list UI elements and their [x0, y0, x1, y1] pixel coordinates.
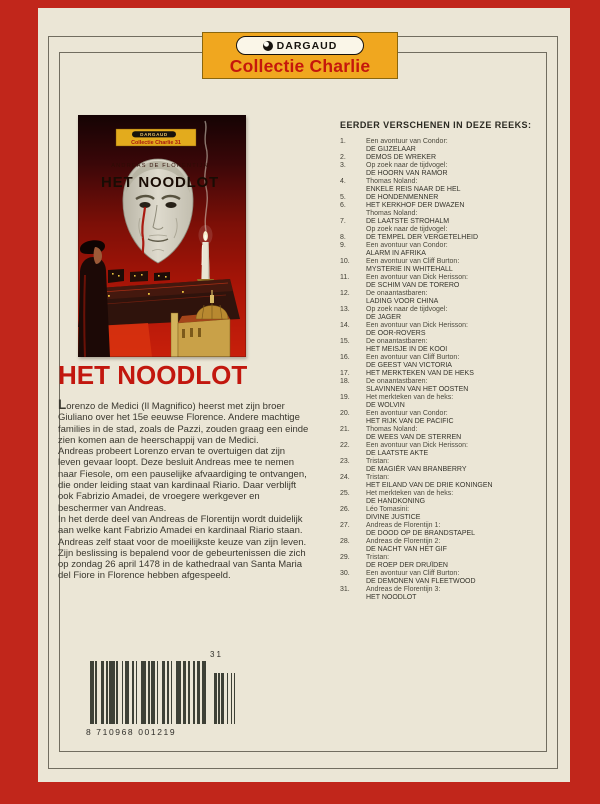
series-line-text: Thomas Noland: [366, 210, 418, 217]
series-line-text: DE DOOD OP DE BRANDSTAPEL [366, 530, 476, 537]
series-line [340, 210, 546, 218]
series-line-number [340, 402, 366, 410]
series-line-number: 26. [340, 506, 350, 513]
barcode-bar [202, 661, 206, 724]
series-line-text: Een avontuur van Cliff Burton: [366, 258, 460, 265]
series-line [340, 306, 546, 314]
series-line-text: Andreas de Florentijn 2: [366, 538, 441, 545]
series-line-number [340, 386, 366, 394]
series-line-text: DE TEMPEL DER VERGETELHEID [366, 234, 479, 241]
series-line [340, 250, 546, 258]
series-line [340, 394, 546, 402]
album-title: HET NOODLOT [58, 360, 248, 390]
series-line-number [340, 146, 366, 154]
series-line [340, 530, 546, 538]
series-line-text: DIVINE JUSTICE [366, 514, 421, 521]
series-line-number [340, 298, 366, 306]
series-line [340, 370, 546, 378]
series-line [340, 266, 546, 274]
series-line-number: 22. [340, 442, 350, 449]
barcode-addon-number: 31 [210, 650, 223, 659]
series-line [340, 546, 546, 554]
publisher-name: DARGAUD [276, 39, 338, 52]
series-line [340, 410, 546, 418]
series-line [340, 242, 546, 250]
series-line-text: Een avontuur van Dick Herisson: [366, 322, 468, 329]
series-line-number: 11. [340, 274, 350, 281]
series-line [340, 170, 546, 178]
series-line-number: 12. [340, 290, 350, 297]
series-line-number: 2. [340, 154, 346, 161]
series-line-text: Op zoek naar de tijdvogel: [366, 306, 448, 313]
cover-thumbnail [78, 115, 246, 357]
synopsis [58, 399, 310, 582]
series-line-number [340, 282, 366, 290]
series-line-number [340, 594, 366, 602]
series-line-text: DE LAATSTE AKTE [366, 450, 429, 457]
series-line-number [340, 250, 366, 258]
series-line [340, 154, 546, 162]
series-line [340, 402, 546, 410]
series-line-number [340, 546, 366, 554]
series-line [340, 202, 546, 210]
series-line [340, 146, 546, 154]
series-line-number: 6. [340, 202, 346, 209]
series-line-text: DE GIJZELAAR [366, 146, 416, 153]
series-line-text: DE HANDKONING [366, 498, 426, 505]
series-line-text: DE SCHIM VAN DE TORERO [366, 282, 460, 289]
series-line-text: DE MAGIËR VAN BRANBERRY [366, 466, 467, 473]
series-line-number: 20. [340, 410, 350, 417]
series-line-text: Léo Tomasini: [366, 506, 410, 513]
series-line-text: DE WOLVIN [366, 402, 405, 409]
series-line-number [340, 498, 366, 506]
series-line-number [340, 314, 366, 322]
series-line [340, 562, 546, 570]
series-line [340, 514, 546, 522]
cover-artwork [78, 115, 246, 357]
series-line [340, 498, 546, 506]
series-line-number [340, 482, 366, 490]
series-line-number: 27. [340, 522, 350, 529]
series-line-text: DE WEES VAN DE STERREN [366, 434, 462, 441]
series-line-number [340, 530, 366, 538]
series-line [340, 354, 546, 362]
series-line-text: Tristan: [366, 474, 390, 481]
series-line-text: Een avontuur van Cliff Burton: [366, 354, 460, 361]
series-line-text: Tristan: [366, 554, 390, 561]
series-line [340, 554, 546, 562]
series-line-number: 30. [340, 570, 350, 577]
series-line [340, 194, 546, 202]
series-line-number: 16. [340, 354, 350, 361]
series-line [340, 338, 546, 346]
series-line-text: HET MERKTEKEN VAN DE HEKS [366, 370, 474, 377]
series-list-heading: EERDER VERSCHENEN IN DEZE REEKS: [340, 120, 532, 130]
series-line [340, 234, 546, 242]
series-line-text: De onaantastbaren: [366, 378, 428, 385]
series-line-text: HET KERKHOF DER DWAZEN [366, 202, 465, 209]
collection-name: Collectie Charlie [229, 56, 371, 76]
series-line [340, 538, 546, 546]
series-line-text: DE NACHT VAN HET GIF [366, 546, 447, 553]
series-line-number [340, 562, 366, 570]
cover-series-name: ANDREAS DE FLORENTIJN [111, 163, 209, 169]
series-line-text: Op zoek naar de tijdvogel: [366, 226, 448, 233]
series-line-number: 10. [340, 258, 350, 265]
dargaud-logo [236, 36, 364, 55]
series-line [340, 290, 546, 298]
series-line [340, 442, 546, 450]
series-line-text: SLAVINNEN VAN HET OOSTEN [366, 386, 469, 393]
series-line-text: Een avontuur van Dick Herisson: [366, 442, 468, 449]
series-line-text: Een avontuur van Dick Herisson: [366, 274, 468, 281]
barcode-space [235, 673, 238, 724]
synopsis-paragraph: Andreas zelf staat voor de moeilijkste keuze van zijn leven. Zijn beslissing is bepalend voor de gebeurtenissen die zich op zondag 26 april 1478 in de kathedraal van Santa Maria del Fiore in Florence hebben afgespeeld. [58, 536, 307, 582]
barcode-addon-bars [214, 673, 238, 724]
series-line-text: Een avontuur van Condor: [366, 410, 448, 417]
series-line [340, 418, 546, 426]
series-line-text: De onaantastbaren: [366, 338, 428, 345]
series-line-number [340, 466, 366, 474]
series-line-number: 29. [340, 554, 350, 561]
series-line-number: 14. [340, 322, 350, 329]
series-line-number: 3. [340, 162, 346, 169]
series-line-text: DE HOORN VAN RAMOR [366, 170, 448, 177]
series-line-number: 23. [340, 458, 350, 465]
series-line-text: ENKELE REIS NAAR DE HEL [366, 186, 461, 193]
barcode-digits: 8 710968 001219 [86, 727, 177, 737]
series-line-text: Tristan: [366, 458, 390, 465]
series-line [340, 570, 546, 578]
series-line-text: Andreas de Florentijn 3: [366, 586, 441, 593]
cover-publisher-strip [116, 129, 196, 146]
series-line [340, 274, 546, 282]
series-line-number [340, 514, 366, 522]
cover-title: HET NOODLOT [101, 174, 219, 191]
series-line-number: 15. [340, 338, 350, 345]
series-line [340, 346, 546, 354]
series-line-text: DE GEEST VAN VICTORIA [366, 362, 452, 369]
series-line [340, 466, 546, 474]
cover-collection-name: Collectie Charlie 31 [131, 140, 181, 146]
series-line [340, 226, 546, 234]
series-line-text: DE ROEP DER DRUÏDEN [366, 562, 448, 569]
series-line-text: DEMOS DE WREKER [366, 154, 437, 161]
barcode [86, 650, 250, 744]
series-line-text: Het merkteken van de heks: [366, 490, 454, 497]
series-line-number: 31. [340, 586, 350, 593]
series-line-text: DE HONDENMENNER [366, 194, 439, 201]
cover-publisher-name: DARGAUD [140, 132, 168, 138]
series-line-number [340, 434, 366, 442]
series-line-text: HET RIJK VAN DE PACIFIC [366, 418, 454, 425]
series-line [340, 458, 546, 466]
series-line-text: DE OOR-ROVERS [366, 330, 426, 337]
series-line-number [340, 266, 366, 274]
series-list [340, 138, 546, 602]
series-line-number: 5. [340, 194, 346, 201]
series-line [340, 330, 546, 338]
synopsis-paragraph: In het derde deel van Andreas de Florentijn wordt duidelijk aan welke kant Fabrizio Amadei en kardinaal Riario staan. [58, 513, 303, 537]
series-line-number: 21. [340, 426, 350, 433]
series-line-number [340, 418, 366, 426]
series-line [340, 322, 546, 330]
series-line-number: 4. [340, 178, 346, 185]
series-line-text: ALARM IN AFRIKA [366, 250, 426, 257]
series-line-number [340, 578, 366, 586]
series-line-number [340, 170, 366, 178]
barcode-bars [90, 661, 206, 724]
series-line [340, 386, 546, 394]
series-line [340, 522, 546, 530]
series-line-number [340, 226, 366, 234]
series-line-text: HET NOODLOT [366, 594, 417, 601]
publisher-box [202, 32, 398, 79]
series-line-number: 17. [340, 370, 350, 377]
series-line-number [340, 346, 366, 354]
series-line [340, 426, 546, 434]
series-line-number [340, 330, 366, 338]
series-line-number: 1. [340, 138, 346, 145]
series-line-text: Andreas de Florentijn 1: [366, 522, 441, 529]
series-line [340, 178, 546, 186]
series-line-text: DE LAATSTE STROHALM [366, 218, 450, 225]
series-line-number: 24. [340, 474, 350, 481]
series-line-text: Het merkteken van de heks: [366, 394, 454, 401]
series-line [340, 282, 546, 290]
series-line [340, 586, 546, 594]
series-line-number: 7. [340, 218, 346, 225]
dargaud-globe-icon [263, 41, 273, 51]
series-line [340, 482, 546, 490]
series-line-text: Een avontuur van Cliff Burton: [366, 570, 460, 577]
series-line [340, 298, 546, 306]
series-line-number: 25. [340, 490, 350, 497]
series-line-number: 28. [340, 538, 350, 545]
series-line-text: Een avontuur van Condor: [366, 242, 448, 249]
series-line [340, 218, 546, 226]
series-line-text: HET MEISJE IN DE KOOI [366, 346, 448, 353]
series-line [340, 434, 546, 442]
synopsis-paragraph: Andreas probeert Lorenzo ervan te overtuigen dat zijn leven gevaar loopt. Deze besluit Andreas mee te nemen naar Fiesole, om een pauselijke afvaardiging te ontvangen, die onder leiding staat van kardinaal Riario. Daar verblijft ook Fabrizio Amadei, de vroegere werkgever en beschermer van Andreas. [58, 446, 307, 514]
series-line-text: Thomas Noland: [366, 426, 418, 433]
series-line-text: De onaantastbaren: [366, 290, 428, 297]
series-line-number [340, 450, 366, 458]
synopsis-paragraph: Lorenzo de Medici (Il Magnifico) heerst met zijn broer Giuliano over het 15e eeuwse Florence. Andere machtige families in de stad, zoals de Pazzi, zouden graag een einde zien komen aan de heerschappij van de Medici. [58, 397, 309, 446]
series-line [340, 594, 546, 602]
series-line [340, 378, 546, 386]
series-line-text: Thomas Noland: [366, 178, 418, 185]
series-line-text: MYSTERIE IN WHITEHALL [366, 266, 453, 273]
series-line [340, 506, 546, 514]
series-line [340, 162, 546, 170]
series-line-text: Een avontuur van Condor: [366, 138, 448, 145]
series-line-text: LADING VOOR CHINA [366, 298, 439, 305]
series-line-text: DE JAGER [366, 314, 402, 321]
series-line-number: 8. [340, 234, 346, 241]
series-line-number: 19. [340, 394, 350, 401]
series-line [340, 258, 546, 266]
series-line [340, 578, 546, 586]
series-line [340, 474, 546, 482]
series-line-number [340, 362, 366, 370]
back-cover-page [38, 8, 570, 782]
series-line [340, 186, 546, 194]
series-line-number: 13. [340, 306, 350, 313]
series-line-number [340, 186, 366, 194]
series-line-text: DE DEMONEN VAN FLEETWOOD [366, 578, 476, 585]
series-line [340, 138, 546, 146]
series-line [340, 490, 546, 498]
series-line [340, 362, 546, 370]
series-line [340, 450, 546, 458]
series-line [340, 314, 546, 322]
series-line-number: 18. [340, 378, 350, 385]
series-line-text: HET EILAND VAN DE DRIE KONINGEN [366, 482, 493, 489]
series-line-number: 9. [340, 242, 346, 249]
series-line-number [340, 210, 366, 218]
series-line-text: Op zoek naar de tijdvogel: [366, 162, 448, 169]
